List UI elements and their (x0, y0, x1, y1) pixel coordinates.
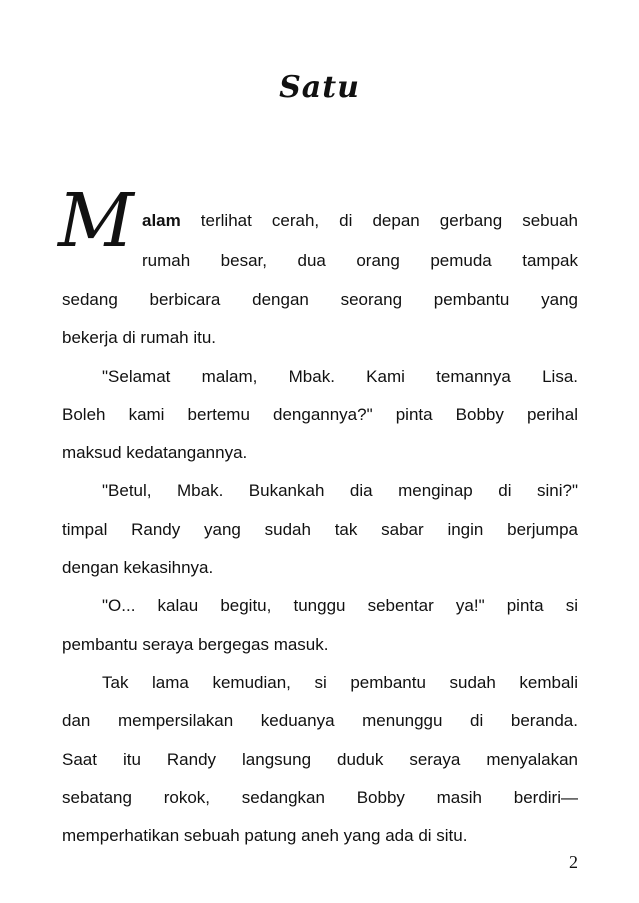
text-line-16: sebatang rokok, sedangkan Bobby masih berdiri— (62, 788, 578, 807)
text-line-15: Saat itu Randy langsung duduk seraya menyalakan (62, 750, 578, 769)
text-line-12: pembantu seraya bergegas masuk. (62, 635, 329, 654)
text-line-3: sedang berbicara dengan seorang pembantu yang (62, 290, 578, 309)
text-line-8: "Betul, Mbak. Bukankah dia menginap di sini?" (102, 481, 578, 500)
text-line-14: dan mempersilakan keduanya menunggu di beranda. (62, 711, 578, 730)
text-line-7: maksud kedatangannya. (62, 443, 248, 462)
text-line-17: memperhatikan sebuah patung aneh yang ada di situ. (62, 826, 468, 845)
text-line-13: Tak lama kemudian, si pembantu sudah kembali (102, 673, 578, 692)
text-line-2: rumah besar, dua orang pemuda tampak (142, 251, 578, 270)
chapter-title: Satu (279, 70, 360, 105)
text-line-5: "Selamat malam, Mbak. Kami temannya Lisa. (102, 367, 578, 386)
text-line-6: Boleh kami bertemu dengannya?" pinta Bobby perihal (62, 405, 578, 424)
text-line-9: timpal Randy yang sudah tak sabar ingin berjumpa (62, 520, 578, 539)
opening-bold-word: alam (142, 211, 181, 230)
text-line-10: dengan kekasihnya. (62, 558, 214, 577)
drop-cap-letter: M (58, 178, 134, 264)
text-line-11: "O... kalau begitu, tunggu sebentar ya!" pinta si (102, 596, 578, 615)
text-line-1-rest: terlihat cerah, di depan gerbang sebuah (180, 211, 578, 230)
text-line-4: bekerja di rumah itu. (62, 328, 217, 347)
page-number: 2 (569, 852, 578, 872)
text-line-1 (62, 210, 578, 232)
